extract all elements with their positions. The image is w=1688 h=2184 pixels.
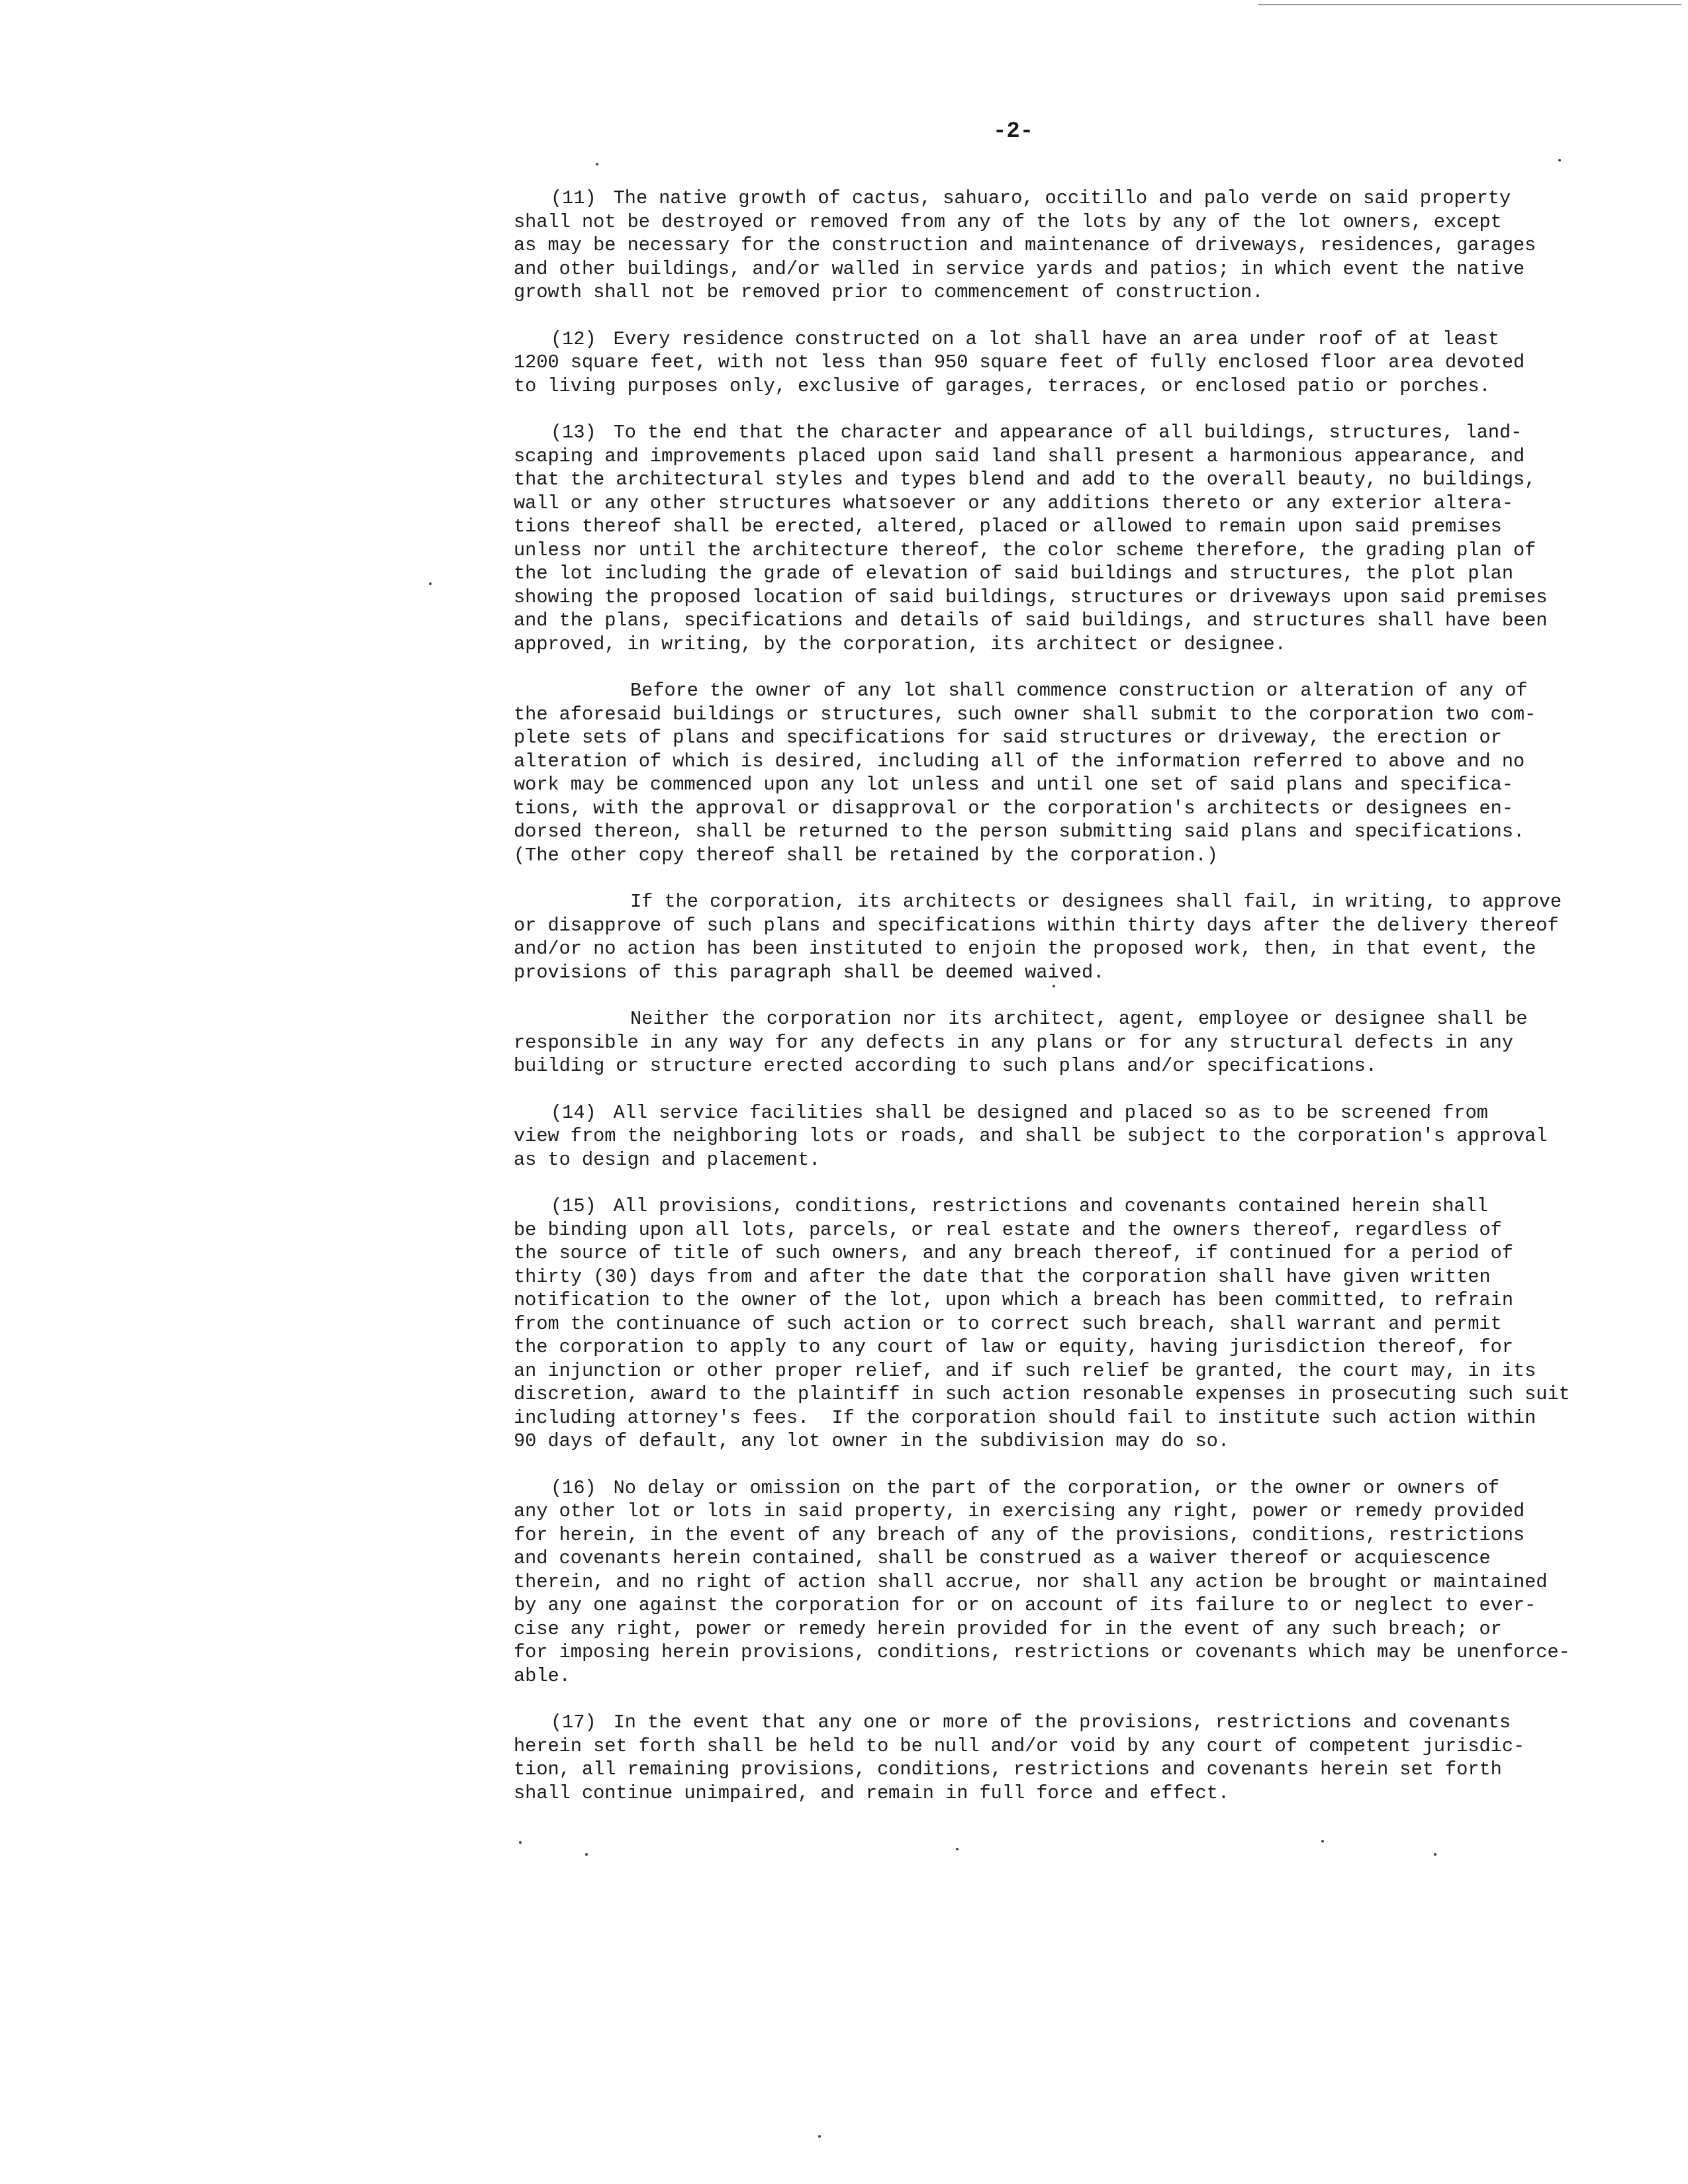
paragraph-line: be binding upon all lots, parcels, or real estate and the owners thereof, regardless of [514,1218,1502,1241]
paragraph-number: (13) [551,422,596,443]
paragraph-text: Neither the corporation nor its architect, agent, employee or designee shall be [630,1008,1528,1030]
page-number: -2- [993,119,1034,144]
paragraph-line: tions, with the approval or disapproval or the corporation's architects or designees en- [514,797,1513,819]
scan-speck [429,582,432,585]
paragraph-text: Before the owner of any lot shall commence construction or alteration of any of [630,680,1528,702]
paragraph-line: provisions of this paragraph shall be deemed waived. [514,961,1105,983]
scan-speck [1321,1840,1324,1843]
scan-speck [818,2135,821,2138]
paragraph [514,187,1619,304]
scan-speck [1434,1853,1436,1856]
paragraph-line [514,1101,1619,1125]
paragraph-line: from the continuance of such action or to correct such breach, shall warrant and permit [514,1312,1502,1335]
paragraph-text: The native growth of cactus, sahuaro, occitillo and palo verde on said property [613,187,1511,209]
paragraph-line: wall or any other structures whatsoever or any additions thereto or any exterior altera- [514,492,1513,514]
paragraph-number: (11) [551,187,596,209]
paragraph-line: showing the proposed location of said buildings, structures or driveways upon said premises [514,586,1548,608]
paragraph-line: an injunction or other proper relief, and if such relief be granted, the court may, in its [514,1359,1536,1382]
paragraph-line: view from the neighboring lots or roads, and shall be subject to the corporation's approval [514,1125,1548,1147]
paragraph-line: dorsed thereon, shall be returned to the person submitting said plans and specifications. [514,821,1525,842]
paragraph-text: To the end that the character and appearance of all buildings, structures, land- [613,422,1523,443]
paragraph-line: alteration of which is desired, including all of the information referred to above and no [514,750,1525,772]
scan-speck [585,1853,588,1856]
paragraph-line [514,1711,1619,1735]
paragraph-line: discretion, award to the plaintiff in such action resonable expenses in prosecuting such suit [514,1383,1570,1405]
paragraph-line: the aforesaid buildings or structures, such owner shall submit to the corporation two com- [514,703,1536,725]
paragraph-text: All provisions, conditions, restrictions and covenants contained herein shall [613,1195,1488,1217]
scan-speck [1558,159,1561,161]
paragraph-line [514,187,1619,210]
scan-speck [596,163,598,165]
paragraph-text: If the corporation, its architects or designees shall fail, in writing, to approve [630,891,1562,913]
paragraph-line: the source of title of such owners, and any breach thereof, if continued for a period of [514,1242,1513,1264]
paragraph-line [514,1477,1619,1500]
paragraph [514,890,1619,984]
scan-speck [1053,985,1055,987]
paragraph-line [514,421,1619,445]
paragraph-line: tion, all remaining provisions, conditions, restrictions and covenants herein set forth [514,1758,1502,1780]
paragraph-text: Every residence constructed on a lot shall have an area under roof of at least [613,328,1500,350]
paragraph-line: unless nor until the architecture thereof, the color scheme therefore, the grading plan of [514,539,1536,561]
paragraph-line [514,679,1619,703]
paragraph-line: scaping and improvements placed upon said land shall present a harmonious appearance, and [514,445,1525,467]
paragraph-line: as to design and placement. [514,1148,821,1171]
paragraph-line: 90 days of default, any lot owner in the subdivision may do so. [514,1430,1230,1452]
paragraph-line: herein set forth shall be held to be null and/or void by any court of competent jurisdic- [514,1735,1525,1757]
paragraph [514,1195,1619,1453]
paragraph-number: (17) [551,1711,596,1733]
paragraph-line: and other buildings, and/or walled in service yards and patios; in which event the native [514,257,1525,280]
paragraph-line: for herein, in the event of any breach of any of the provisions, conditions, restrictions [514,1524,1525,1546]
paragraph-line: cise any right, power or remedy herein provided for in the event of any such breach; or [514,1617,1502,1640]
paragraph [514,1711,1619,1805]
paragraph-line: by any one against the corporation for or on account of its failure to or neglect to ever- [514,1594,1536,1616]
paragraph-line: building or structure erected according to such plans and/or specifications. [514,1055,1378,1077]
scan-speck [956,1848,959,1850]
paragraph-line: tions thereof shall be erected, altered, placed or allowed to remain upon said premises [514,516,1502,537]
paragraph-line: any other lot or lots in said property, in exercising any right, power or remedy provided [514,1500,1525,1522]
paragraph-line: and the plans, specifications and details of said buildings, and structures shall have been [514,610,1548,631]
paragraph [514,1477,1619,1688]
paragraph-line: responsible in any way for any defects in any plans or for any structural defects in any [514,1031,1513,1054]
paragraph-line: thirty (30) days from and after the date that the corporation shall have given written [514,1265,1491,1288]
paragraph-line: able. [514,1664,571,1687]
paragraph-line: the lot including the grade of elevation of said buildings and structures, the plot plan [514,563,1513,584]
scan-speck [519,1841,522,1844]
paragraph-line: for imposing herein provisions, conditions, restrictions or covenants which may be unenforce- [514,1641,1570,1663]
paragraph [514,679,1619,867]
paragraph-line: and covenants herein contained, shall be construed as a waiver thereof or acquiescence [514,1547,1491,1569]
paragraph-line [514,328,1619,351]
paragraph [514,1101,1619,1172]
paragraph-number: (14) [551,1101,596,1124]
paragraph-line: the corporation to apply to any court of law or equity, having jurisdiction thereof, for [514,1336,1513,1358]
paragraph-line: including attorney's fees. If the corporation should fail to institute such action within [514,1406,1536,1429]
paragraph-line [514,890,1619,914]
paragraph-line: notification to the owner of the lot, upon which a breach has been committed, to refrain [514,1289,1513,1311]
paragraph-line: shall continue unimpaired, and remain in full force and effect. [514,1782,1230,1804]
paragraph-line: plete sets of plans and specifications for said structures or driveway, the erection or [514,727,1502,749]
paragraph-line: as may be necessary for the construction and maintenance of driveways, residences, garages [514,234,1536,256]
paragraph-line [514,1007,1619,1031]
paragraph-text: No delay or omission on the part of the corporation, or the owner or owners of [613,1477,1500,1499]
paragraph-line: therein, and no right of action shall accrue, nor shall any action be brought or maintained [514,1570,1548,1593]
paragraph-line: work may be commenced upon any lot unless and until one set of said plans and specifica- [514,774,1513,796]
paragraph-line: or disapprove of such plans and specifications within thirty days after the delivery thereof [514,914,1559,936]
paragraph-text: All service facilities shall be designed and placed so as to be screened from [613,1101,1488,1124]
document-body [514,187,1619,1828]
paragraph-line: and/or no action has been instituted to enjoin the proposed work, then, in that event, the [514,938,1536,960]
paragraph [514,421,1619,656]
paragraph [514,328,1619,398]
paragraph [514,1007,1619,1078]
paragraph-line: to living purposes only, exclusive of garages, terraces, or enclosed patio or porches. [514,375,1491,397]
paragraph-line: 1200 square feet, with not less than 950 square feet of fully enclosed floor area devoted [514,351,1525,373]
paragraph-number: (12) [551,328,596,350]
paragraph-line: growth shall not be removed prior to commencement of construction. [514,281,1264,303]
scan-edge-rule [1258,4,1681,5]
paragraph-number: (16) [551,1477,596,1499]
paragraph-text: In the event that any one or more of the provisions, restrictions and covenants [613,1711,1511,1733]
paragraph-line [514,1195,1619,1218]
paragraph-line: that the architectural styles and types blend and add to the overall beauty, no buildings, [514,469,1536,490]
paragraph-number: (15) [551,1195,596,1217]
paragraph-line: shall not be destroyed or removed from any of the lots by any of the lot owners, except [514,210,1502,233]
paragraph-line: (The other copy thereof shall be retained by the corporation.) [514,844,1218,866]
paragraph-line: approved, in writing, by the corporation, its architect or designee. [514,633,1286,655]
